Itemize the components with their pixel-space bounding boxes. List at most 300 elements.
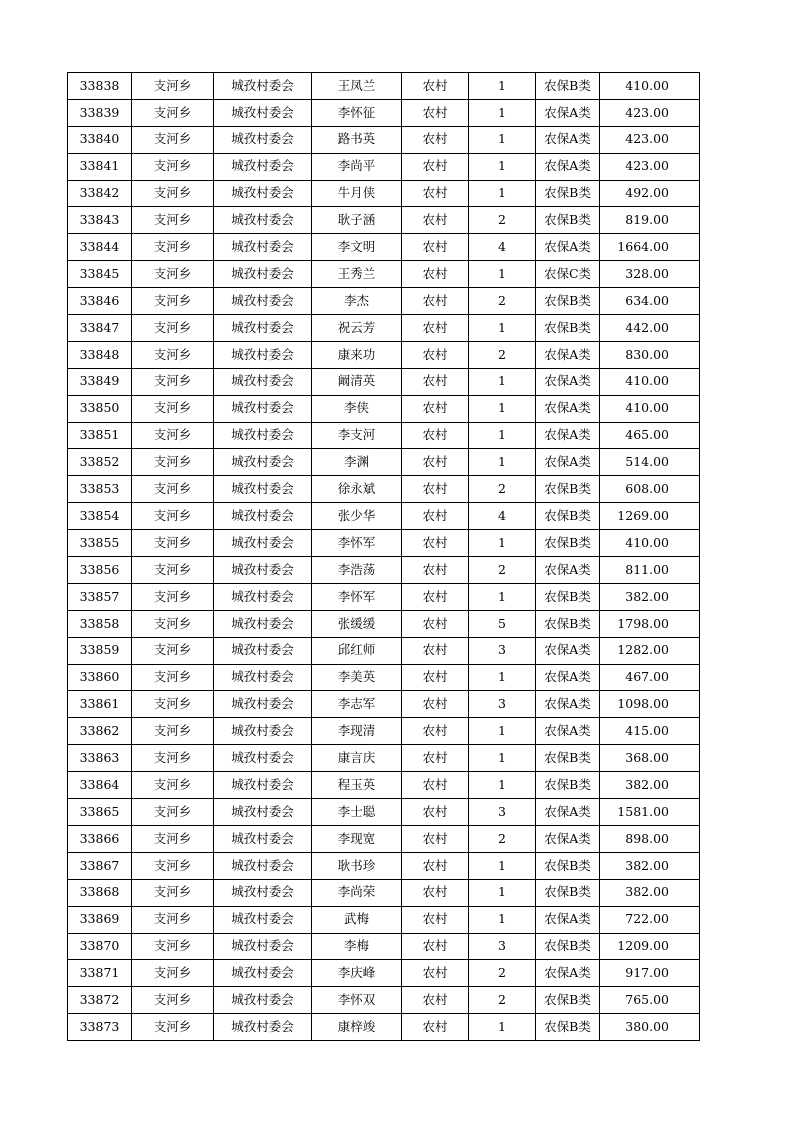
- township-cell: 支河乡: [132, 879, 214, 906]
- amount-cell: 382.00: [600, 852, 700, 879]
- category-cell: 农保A类: [536, 825, 600, 852]
- amount-cell: 423.00: [600, 153, 700, 180]
- table-row: [68, 422, 700, 449]
- category-cell: 农保A类: [536, 799, 600, 826]
- township-cell: 支河乡: [132, 234, 214, 261]
- category-cell: 农保A类: [536, 960, 600, 987]
- name-cell: 徐永斌: [312, 476, 402, 503]
- township-cell: 支河乡: [132, 610, 214, 637]
- name-cell: 张缓缓: [312, 610, 402, 637]
- area-type-cell: 农村: [402, 610, 469, 637]
- name-cell: 李尚平: [312, 153, 402, 180]
- name-cell: 李美英: [312, 664, 402, 691]
- township-cell: 支河乡: [132, 637, 214, 664]
- household-size-cell: 1: [469, 718, 536, 745]
- village-committee-cell: 城孜村委会: [214, 315, 312, 342]
- serial-number-cell: 33853: [68, 476, 132, 503]
- amount-cell: 1798.00: [600, 610, 700, 637]
- household-size-cell: 1: [469, 315, 536, 342]
- household-size-cell: 1: [469, 745, 536, 772]
- amount-cell: 1282.00: [600, 637, 700, 664]
- table-row: [68, 745, 700, 772]
- village-committee-cell: 城孜村委会: [214, 73, 312, 100]
- category-cell: 农保B类: [536, 180, 600, 207]
- amount-cell: 382.00: [600, 583, 700, 610]
- amount-cell: 415.00: [600, 718, 700, 745]
- township-cell: 支河乡: [132, 664, 214, 691]
- township-cell: 支河乡: [132, 530, 214, 557]
- township-cell: 支河乡: [132, 99, 214, 126]
- serial-number-cell: 33870: [68, 933, 132, 960]
- village-committee-cell: 城孜村委会: [214, 126, 312, 153]
- table-row: [68, 987, 700, 1014]
- serial-number-cell: 33841: [68, 153, 132, 180]
- township-cell: 支河乡: [132, 852, 214, 879]
- township-cell: 支河乡: [132, 933, 214, 960]
- table-row: [68, 395, 700, 422]
- name-cell: 路书英: [312, 126, 402, 153]
- area-type-cell: 农村: [402, 960, 469, 987]
- household-size-cell: 2: [469, 557, 536, 584]
- township-cell: 支河乡: [132, 315, 214, 342]
- township-cell: 支河乡: [132, 799, 214, 826]
- household-size-cell: 1: [469, 772, 536, 799]
- name-cell: 李文明: [312, 234, 402, 261]
- category-cell: 农保B类: [536, 530, 600, 557]
- serial-number-cell: 33852: [68, 449, 132, 476]
- township-cell: 支河乡: [132, 449, 214, 476]
- serial-number-cell: 33845: [68, 261, 132, 288]
- name-cell: 耿子涵: [312, 207, 402, 234]
- table-row: [68, 288, 700, 315]
- amount-cell: 368.00: [600, 745, 700, 772]
- village-committee-cell: 城孜村委会: [214, 99, 312, 126]
- household-size-cell: 1: [469, 153, 536, 180]
- area-type-cell: 农村: [402, 933, 469, 960]
- amount-cell: 410.00: [600, 73, 700, 100]
- township-cell: 支河乡: [132, 906, 214, 933]
- serial-number-cell: 33840: [68, 126, 132, 153]
- township-cell: 支河乡: [132, 825, 214, 852]
- category-cell: 农保A类: [536, 99, 600, 126]
- serial-number-cell: 33863: [68, 745, 132, 772]
- village-committee-cell: 城孜村委会: [214, 180, 312, 207]
- category-cell: 农保B类: [536, 1014, 600, 1041]
- category-cell: 农保A类: [536, 234, 600, 261]
- table-row: [68, 368, 700, 395]
- table-row: [68, 691, 700, 718]
- category-cell: 农保B类: [536, 745, 600, 772]
- serial-number-cell: 33868: [68, 879, 132, 906]
- household-size-cell: 1: [469, 422, 536, 449]
- area-type-cell: 农村: [402, 126, 469, 153]
- area-type-cell: 农村: [402, 772, 469, 799]
- amount-cell: 380.00: [600, 1014, 700, 1041]
- household-size-cell: 3: [469, 933, 536, 960]
- table-row: [68, 315, 700, 342]
- name-cell: 李梅: [312, 933, 402, 960]
- name-cell: 王秀兰: [312, 261, 402, 288]
- category-cell: 农保B类: [536, 852, 600, 879]
- amount-cell: 608.00: [600, 476, 700, 503]
- table-row: [68, 583, 700, 610]
- amount-cell: 382.00: [600, 879, 700, 906]
- category-cell: 农保B类: [536, 73, 600, 100]
- amount-cell: 1098.00: [600, 691, 700, 718]
- table-row: [68, 825, 700, 852]
- name-cell: 李现清: [312, 718, 402, 745]
- name-cell: 李侠: [312, 395, 402, 422]
- area-type-cell: 农村: [402, 368, 469, 395]
- area-type-cell: 农村: [402, 987, 469, 1014]
- area-type-cell: 农村: [402, 799, 469, 826]
- village-committee-cell: 城孜村委会: [214, 772, 312, 799]
- amount-cell: 722.00: [600, 906, 700, 933]
- category-cell: 农保A类: [536, 691, 600, 718]
- village-committee-cell: 城孜村委会: [214, 234, 312, 261]
- serial-number-cell: 33846: [68, 288, 132, 315]
- area-type-cell: 农村: [402, 503, 469, 530]
- village-committee-cell: 城孜村委会: [214, 799, 312, 826]
- village-committee-cell: 城孜村委会: [214, 745, 312, 772]
- table-row: [68, 73, 700, 100]
- serial-number-cell: 33844: [68, 234, 132, 261]
- table-row: [68, 557, 700, 584]
- category-cell: 农保A类: [536, 153, 600, 180]
- name-cell: 李怀征: [312, 99, 402, 126]
- area-type-cell: 农村: [402, 557, 469, 584]
- amount-cell: 410.00: [600, 530, 700, 557]
- amount-cell: 765.00: [600, 987, 700, 1014]
- household-size-cell: 5: [469, 610, 536, 637]
- village-committee-cell: 城孜村委会: [214, 476, 312, 503]
- serial-number-cell: 33847: [68, 315, 132, 342]
- township-cell: 支河乡: [132, 557, 214, 584]
- name-cell: 李怀军: [312, 583, 402, 610]
- area-type-cell: 农村: [402, 99, 469, 126]
- household-size-cell: 2: [469, 960, 536, 987]
- table-row: [68, 207, 700, 234]
- category-cell: 农保A类: [536, 341, 600, 368]
- household-size-cell: 1: [469, 261, 536, 288]
- area-type-cell: 农村: [402, 476, 469, 503]
- category-cell: 农保A类: [536, 368, 600, 395]
- township-cell: 支河乡: [132, 153, 214, 180]
- table-row: [68, 610, 700, 637]
- name-cell: 王凤兰: [312, 73, 402, 100]
- amount-cell: 1209.00: [600, 933, 700, 960]
- category-cell: 农保B类: [536, 987, 600, 1014]
- amount-cell: 492.00: [600, 180, 700, 207]
- area-type-cell: 农村: [402, 261, 469, 288]
- village-committee-cell: 城孜村委会: [214, 664, 312, 691]
- household-size-cell: 1: [469, 395, 536, 422]
- village-committee-cell: 城孜村委会: [214, 207, 312, 234]
- amount-cell: 442.00: [600, 315, 700, 342]
- amount-cell: 634.00: [600, 288, 700, 315]
- serial-number-cell: 33864: [68, 772, 132, 799]
- name-cell: 阚清英: [312, 368, 402, 395]
- area-type-cell: 农村: [402, 1014, 469, 1041]
- household-size-cell: 1: [469, 852, 536, 879]
- serial-number-cell: 33857: [68, 583, 132, 610]
- table-row: [68, 449, 700, 476]
- area-type-cell: 农村: [402, 341, 469, 368]
- household-size-cell: 1: [469, 73, 536, 100]
- township-cell: 支河乡: [132, 987, 214, 1014]
- area-type-cell: 农村: [402, 906, 469, 933]
- village-committee-cell: 城孜村委会: [214, 395, 312, 422]
- serial-number-cell: 33850: [68, 395, 132, 422]
- table-row: [68, 879, 700, 906]
- name-cell: 李支河: [312, 422, 402, 449]
- table-row: [68, 126, 700, 153]
- category-cell: 农保B类: [536, 288, 600, 315]
- household-size-cell: 4: [469, 503, 536, 530]
- township-cell: 支河乡: [132, 368, 214, 395]
- township-cell: 支河乡: [132, 476, 214, 503]
- household-size-cell: 1: [469, 368, 536, 395]
- name-cell: 李庆峰: [312, 960, 402, 987]
- household-size-cell: 4: [469, 234, 536, 261]
- category-cell: 农保B类: [536, 476, 600, 503]
- table-row: [68, 503, 700, 530]
- serial-number-cell: 33858: [68, 610, 132, 637]
- area-type-cell: 农村: [402, 207, 469, 234]
- serial-number-cell: 33872: [68, 987, 132, 1014]
- category-cell: 农保A类: [536, 449, 600, 476]
- area-type-cell: 农村: [402, 449, 469, 476]
- area-type-cell: 农村: [402, 825, 469, 852]
- amount-cell: 382.00: [600, 772, 700, 799]
- name-cell: 李士聪: [312, 799, 402, 826]
- category-cell: 农保B类: [536, 879, 600, 906]
- serial-number-cell: 33859: [68, 637, 132, 664]
- village-committee-cell: 城孜村委会: [214, 288, 312, 315]
- area-type-cell: 农村: [402, 691, 469, 718]
- area-type-cell: 农村: [402, 234, 469, 261]
- name-cell: 武梅: [312, 906, 402, 933]
- township-cell: 支河乡: [132, 960, 214, 987]
- household-size-cell: 2: [469, 825, 536, 852]
- name-cell: 祝云芳: [312, 315, 402, 342]
- serial-number-cell: 33860: [68, 664, 132, 691]
- name-cell: 李杰: [312, 288, 402, 315]
- household-size-cell: 2: [469, 987, 536, 1014]
- amount-cell: 465.00: [600, 422, 700, 449]
- serial-number-cell: 33869: [68, 906, 132, 933]
- serial-number-cell: 33851: [68, 422, 132, 449]
- area-type-cell: 农村: [402, 745, 469, 772]
- village-committee-cell: 城孜村委会: [214, 557, 312, 584]
- amount-cell: 410.00: [600, 395, 700, 422]
- village-committee-cell: 城孜村委会: [214, 825, 312, 852]
- table-row: [68, 906, 700, 933]
- table-row: [68, 799, 700, 826]
- household-size-cell: 3: [469, 637, 536, 664]
- table-row: [68, 476, 700, 503]
- township-cell: 支河乡: [132, 341, 214, 368]
- village-committee-cell: 城孜村委会: [214, 852, 312, 879]
- name-cell: 程玉英: [312, 772, 402, 799]
- serial-number-cell: 33839: [68, 99, 132, 126]
- area-type-cell: 农村: [402, 315, 469, 342]
- serial-number-cell: 33849: [68, 368, 132, 395]
- township-cell: 支河乡: [132, 395, 214, 422]
- table-body: [68, 73, 700, 1041]
- serial-number-cell: 33848: [68, 341, 132, 368]
- village-committee-cell: 城孜村委会: [214, 879, 312, 906]
- category-cell: 农保B类: [536, 583, 600, 610]
- table-row: [68, 1014, 700, 1041]
- serial-number-cell: 33862: [68, 718, 132, 745]
- area-type-cell: 农村: [402, 73, 469, 100]
- village-committee-cell: 城孜村委会: [214, 610, 312, 637]
- township-cell: 支河乡: [132, 583, 214, 610]
- household-size-cell: 1: [469, 906, 536, 933]
- township-cell: 支河乡: [132, 422, 214, 449]
- village-committee-cell: 城孜村委会: [214, 637, 312, 664]
- amount-cell: 410.00: [600, 368, 700, 395]
- name-cell: 李尚荣: [312, 879, 402, 906]
- household-size-cell: 1: [469, 664, 536, 691]
- household-size-cell: 1: [469, 879, 536, 906]
- village-committee-cell: 城孜村委会: [214, 718, 312, 745]
- township-cell: 支河乡: [132, 73, 214, 100]
- name-cell: 康梓竣: [312, 1014, 402, 1041]
- table-row: [68, 718, 700, 745]
- table-row: [68, 960, 700, 987]
- category-cell: 农保B类: [536, 207, 600, 234]
- amount-cell: 328.00: [600, 261, 700, 288]
- serial-number-cell: 33838: [68, 73, 132, 100]
- household-size-cell: 1: [469, 583, 536, 610]
- table-row: [68, 153, 700, 180]
- name-cell: 李志军: [312, 691, 402, 718]
- serial-number-cell: 33867: [68, 852, 132, 879]
- amount-cell: 423.00: [600, 126, 700, 153]
- table-row: [68, 664, 700, 691]
- area-type-cell: 农村: [402, 180, 469, 207]
- village-committee-cell: 城孜村委会: [214, 368, 312, 395]
- category-cell: 农保A类: [536, 718, 600, 745]
- household-size-cell: 1: [469, 126, 536, 153]
- household-size-cell: 2: [469, 288, 536, 315]
- area-type-cell: 农村: [402, 422, 469, 449]
- area-type-cell: 农村: [402, 637, 469, 664]
- amount-cell: 830.00: [600, 341, 700, 368]
- table-row: [68, 637, 700, 664]
- amount-cell: 1664.00: [600, 234, 700, 261]
- township-cell: 支河乡: [132, 1014, 214, 1041]
- name-cell: 康言庆: [312, 745, 402, 772]
- document-page: [67, 72, 699, 1041]
- serial-number-cell: 33842: [68, 180, 132, 207]
- serial-number-cell: 33873: [68, 1014, 132, 1041]
- household-size-cell: 1: [469, 99, 536, 126]
- serial-number-cell: 33866: [68, 825, 132, 852]
- area-type-cell: 农村: [402, 664, 469, 691]
- category-cell: 农保A类: [536, 664, 600, 691]
- village-committee-cell: 城孜村委会: [214, 1014, 312, 1041]
- township-cell: 支河乡: [132, 745, 214, 772]
- village-committee-cell: 城孜村委会: [214, 933, 312, 960]
- table-row: [68, 772, 700, 799]
- area-type-cell: 农村: [402, 530, 469, 557]
- township-cell: 支河乡: [132, 126, 214, 153]
- township-cell: 支河乡: [132, 691, 214, 718]
- serial-number-cell: 33856: [68, 557, 132, 584]
- area-type-cell: 农村: [402, 288, 469, 315]
- serial-number-cell: 33854: [68, 503, 132, 530]
- area-type-cell: 农村: [402, 395, 469, 422]
- amount-cell: 917.00: [600, 960, 700, 987]
- category-cell: 农保A类: [536, 637, 600, 664]
- village-committee-cell: 城孜村委会: [214, 153, 312, 180]
- household-size-cell: 1: [469, 1014, 536, 1041]
- village-committee-cell: 城孜村委会: [214, 422, 312, 449]
- serial-number-cell: 33865: [68, 799, 132, 826]
- table-row: [68, 234, 700, 261]
- household-size-cell: 3: [469, 799, 536, 826]
- category-cell: 农保B类: [536, 315, 600, 342]
- category-cell: 农保B类: [536, 933, 600, 960]
- household-size-cell: 1: [469, 449, 536, 476]
- table-row: [68, 530, 700, 557]
- amount-cell: 1269.00: [600, 503, 700, 530]
- area-type-cell: 农村: [402, 879, 469, 906]
- amount-cell: 423.00: [600, 99, 700, 126]
- name-cell: 张少华: [312, 503, 402, 530]
- table-row: [68, 261, 700, 288]
- household-size-cell: 3: [469, 691, 536, 718]
- amount-cell: 819.00: [600, 207, 700, 234]
- amount-cell: 898.00: [600, 825, 700, 852]
- table-row: [68, 99, 700, 126]
- category-cell: 农保C类: [536, 261, 600, 288]
- village-committee-cell: 城孜村委会: [214, 583, 312, 610]
- village-committee-cell: 城孜村委会: [214, 261, 312, 288]
- village-committee-cell: 城孜村委会: [214, 341, 312, 368]
- name-cell: 邱红师: [312, 637, 402, 664]
- name-cell: 耿书珍: [312, 852, 402, 879]
- household-size-cell: 2: [469, 476, 536, 503]
- serial-number-cell: 33843: [68, 207, 132, 234]
- township-cell: 支河乡: [132, 718, 214, 745]
- household-size-cell: 1: [469, 180, 536, 207]
- household-size-cell: 2: [469, 341, 536, 368]
- category-cell: 农保A类: [536, 906, 600, 933]
- table-row: [68, 341, 700, 368]
- township-cell: 支河乡: [132, 288, 214, 315]
- area-type-cell: 农村: [402, 583, 469, 610]
- name-cell: 李渊: [312, 449, 402, 476]
- serial-number-cell: 33855: [68, 530, 132, 557]
- township-cell: 支河乡: [132, 772, 214, 799]
- amount-cell: 467.00: [600, 664, 700, 691]
- village-committee-cell: 城孜村委会: [214, 530, 312, 557]
- table-row: [68, 180, 700, 207]
- amount-cell: 514.00: [600, 449, 700, 476]
- category-cell: 农保B类: [536, 772, 600, 799]
- serial-number-cell: 33861: [68, 691, 132, 718]
- name-cell: 李浩荡: [312, 557, 402, 584]
- household-size-cell: 1: [469, 530, 536, 557]
- table-row: [68, 852, 700, 879]
- amount-cell: 1581.00: [600, 799, 700, 826]
- village-committee-cell: 城孜村委会: [214, 987, 312, 1014]
- category-cell: 农保A类: [536, 395, 600, 422]
